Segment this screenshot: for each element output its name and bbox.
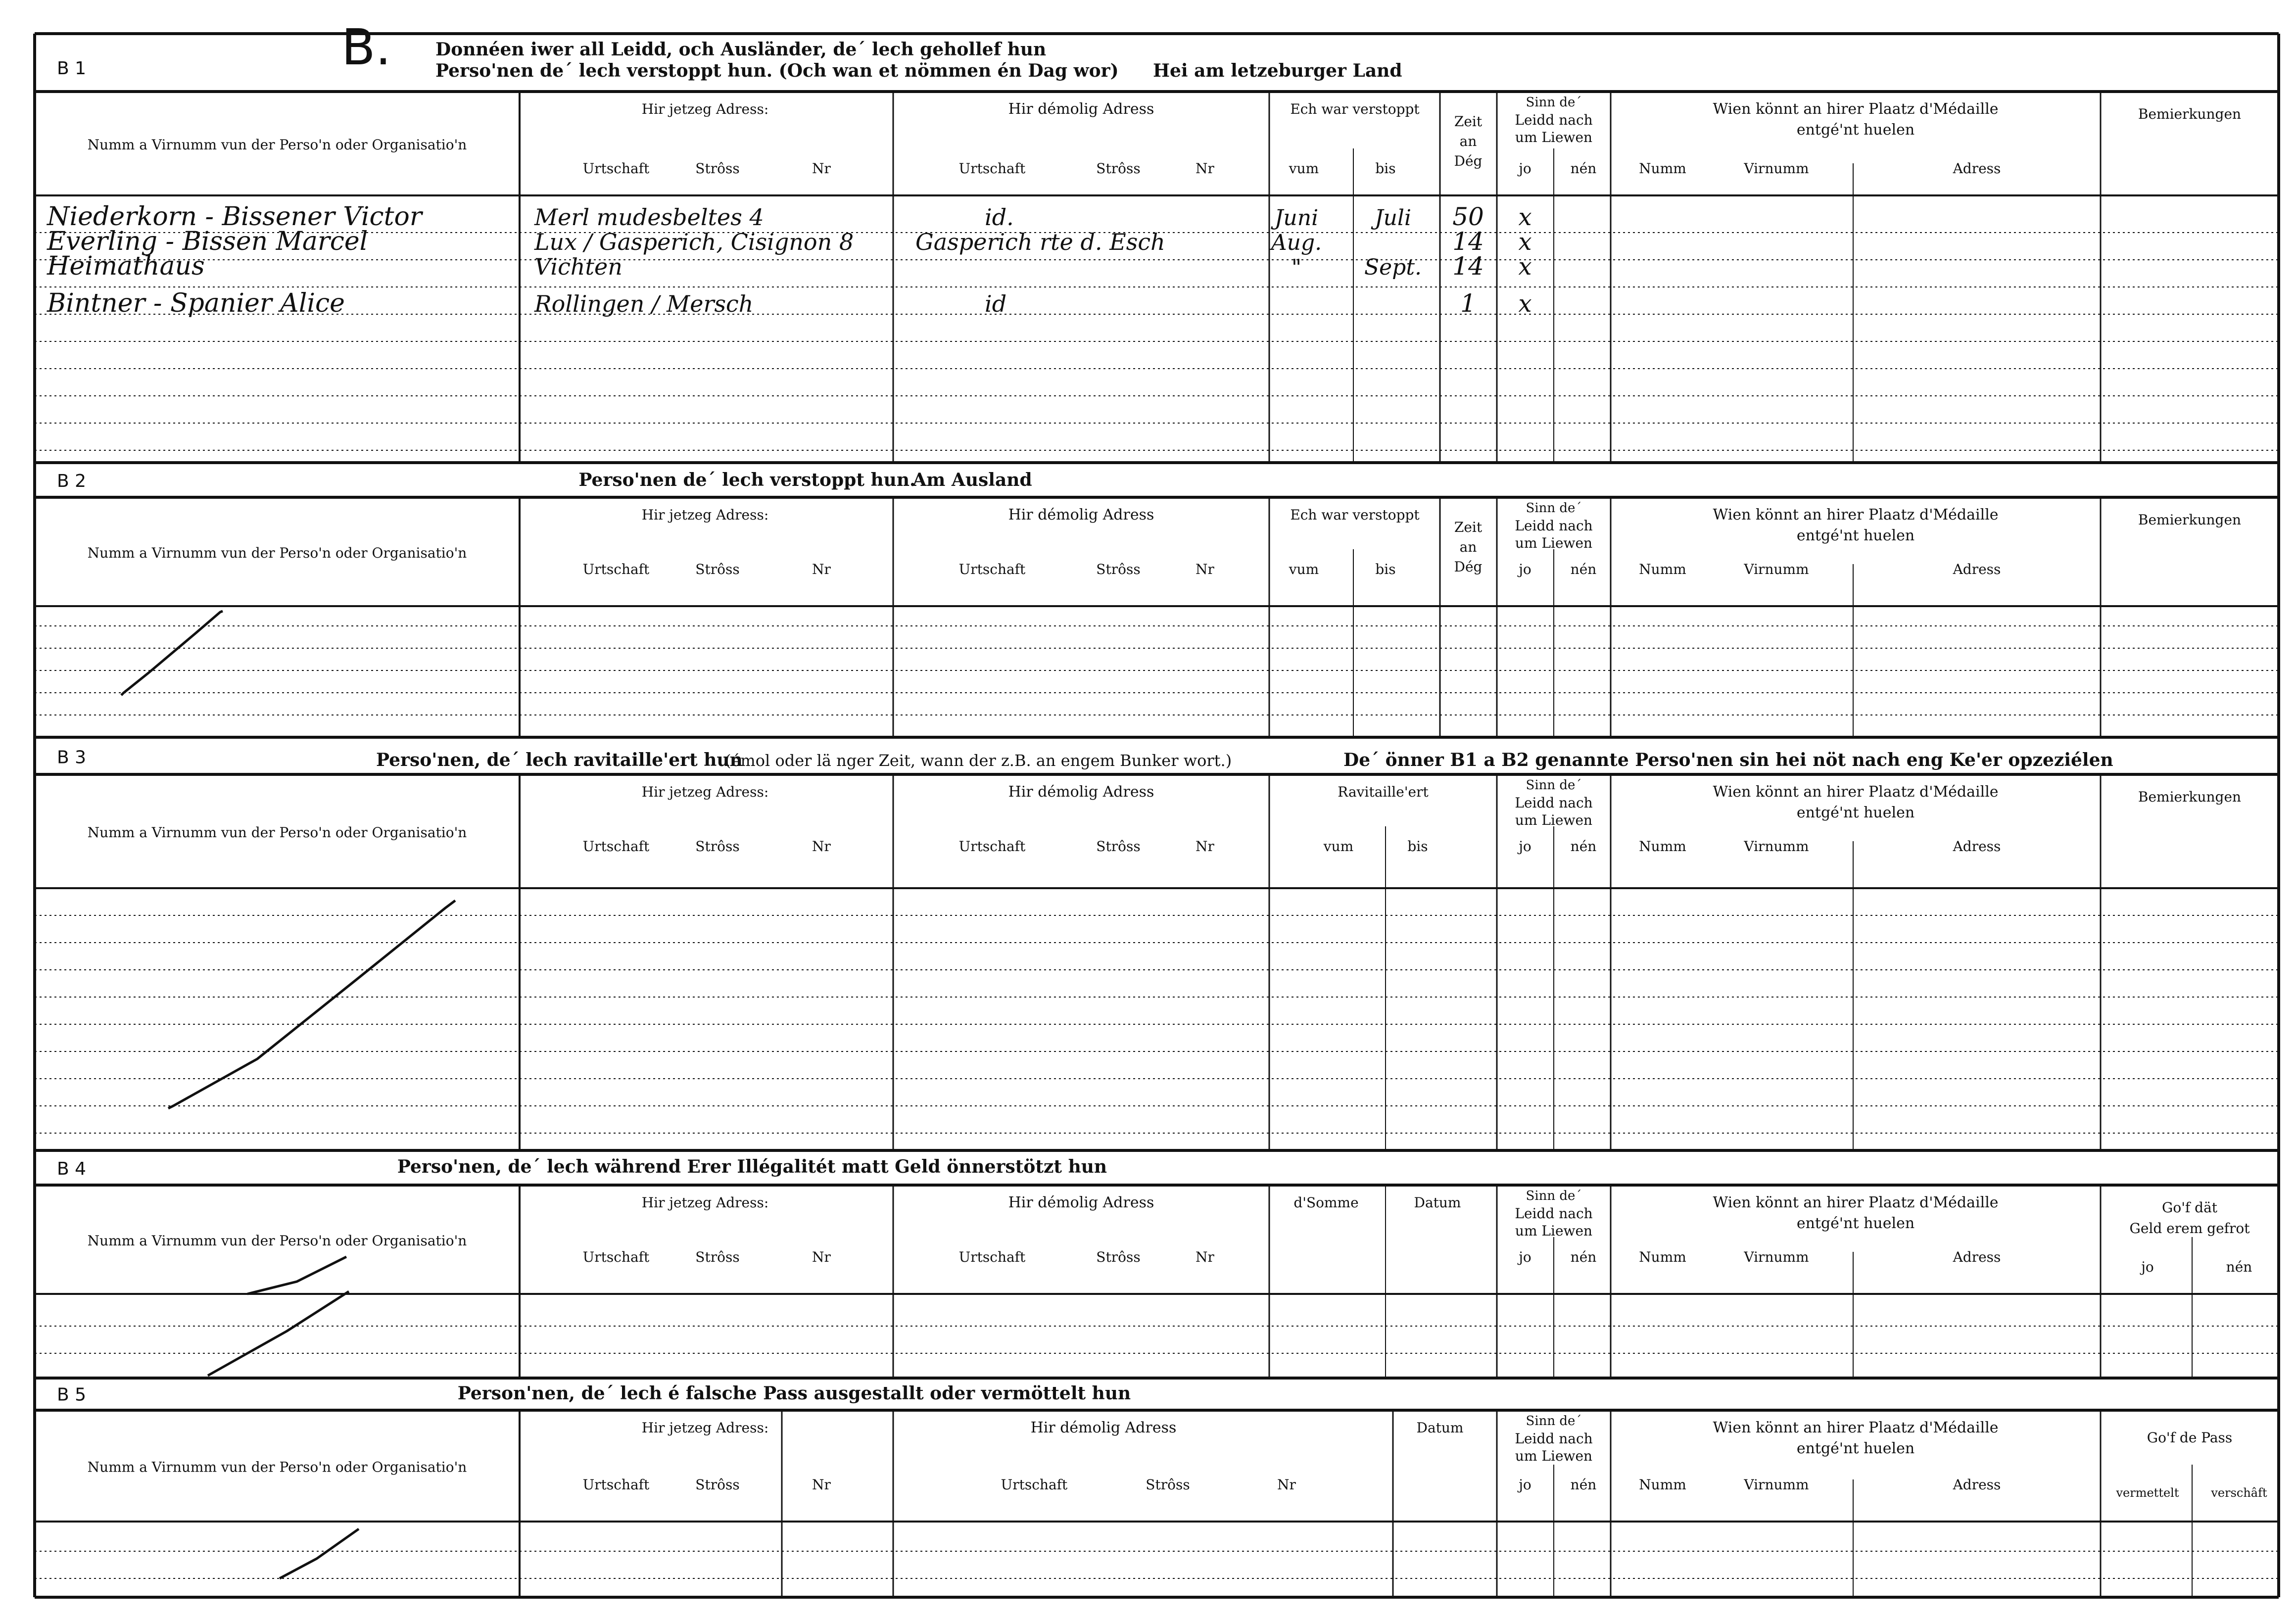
column-current-address: Hir jetzeg Adress: [641,507,769,523]
column-stross: Strôss [1096,1249,1141,1265]
column-medal: Wien könnt an hirer Plaatz d'Médaille [1713,506,1999,524]
column-datum: Datum [1416,1420,1464,1436]
column-remarks: Bemierkungen [2138,789,2242,805]
column-nr: Nr [812,160,831,177]
column-adress: Adress [1953,1476,2001,1493]
column-name-header: Numm a Virnumm vun der Perso'n oder Organisatio'n [87,1233,467,1249]
column-numm: Numm [1639,838,1686,855]
column-urtschaft: Urtschaft [958,1249,1026,1265]
column-jo: jo [1519,1249,1531,1265]
column-virnumm: Virnumm [1744,1249,1809,1265]
column-urtschaft: Urtschaft [958,160,1026,177]
column-name-header: Numm a Virnumm vun der Perso'n oder Organisatio'n [87,137,467,153]
column-bis: bis [1375,160,1396,177]
form-title-line2b: Hei am letzeburger Land [1153,60,1402,81]
section-title: De´ önner B1 a B2 genannte Perso'nen sin hei nöt nach eng Ke'er opzeziélen [1343,750,2113,770]
section-code: B 2 [57,471,87,491]
column-vum: vum [1323,838,1354,855]
column-nr: Nr [1196,561,1214,577]
column-former-address: Hir démolig Adress [1008,506,1154,524]
column-alive: Sinn de´ [1526,1414,1582,1429]
column-zeit: an [1459,539,1477,555]
column-current-address: Hir jetzeg Adress: [641,101,769,117]
column-zeit: Dég [1454,559,1483,575]
column-virnumm: Virnumm [1744,561,1809,577]
column-nr: Nr [1196,838,1214,855]
column-urtschaft: Urtschaft [582,160,650,177]
form-title-line2: Perso'nen de´ lech verstoppt hun. (Och wan et nömmen én Dag wor) [435,60,1119,81]
column-medal: entgé'nt huelen [1796,1440,1915,1457]
column-stross: Strôss [695,1476,740,1493]
column-name-header: Numm a Virnumm vun der Perso'n oder Organisatio'n [87,1459,467,1476]
column-medal: Wien könnt an hirer Plaatz d'Médaille [1713,100,1999,118]
column-somme: d'Somme [1293,1194,1359,1211]
section-title: Perso'nen, de´ lech während Erer Illégalitét matt Geld önnerstötzt hun [397,1156,1107,1177]
column-former-address: Hir démolig Adress [1008,100,1154,118]
column-alive: um Liewen [1515,1223,1593,1239]
column-jo: jo [2141,1259,2154,1275]
column-former-address: Hir démolig Adress [1008,783,1154,801]
strike-line [280,1529,359,1578]
column-hidden: Ech war verstoppt [1290,507,1420,523]
column-verschaft: verschâft [2211,1486,2267,1500]
column-medal: entgé'nt huelen [1796,527,1915,544]
section-title: Person'nen, de´ lech é falsche Pass ausgestallt oder vermöttelt hun [457,1383,1131,1404]
column-alive: Leidd nach [1515,1430,1593,1447]
column-vum: vum [1289,160,1319,177]
form-texts [46,18,2267,1500]
column-urtschaft: Urtschaft [582,838,650,855]
strike-line [168,901,455,1108]
section-code: B 3 [57,747,87,768]
column-virnumm: Virnumm [1744,1476,1809,1493]
column-bis: bis [1375,561,1396,577]
column-stross: Strôss [1146,1476,1190,1493]
column-numm: Numm [1639,160,1686,177]
handwritten-days: 50 [1452,202,1484,231]
column-alive: Sinn de´ [1526,1189,1582,1203]
column-money: Go'f dät [2161,1199,2218,1216]
section-title: Am Ausland [912,470,1032,490]
column-stross: Strôss [695,1249,740,1265]
column-adress: Adress [1953,838,2001,855]
column-virnumm: Virnumm [1744,160,1809,177]
column-bis: bis [1407,838,1428,855]
handwritten-current-address: Lux / Gasperich, Cisignon 8 [534,229,854,255]
column-stross: Strôss [1096,160,1141,177]
column-medal: Wien könnt an hirer Plaatz d'Médaille [1713,1194,1999,1211]
section-code: B 5 [57,1384,87,1405]
column-datum: Datum [1414,1194,1461,1211]
column-vermettelt: vermettelt [2116,1486,2179,1500]
section-code: B 4 [57,1159,87,1179]
column-nen: nén [2226,1259,2252,1275]
column-current-address: Hir jetzeg Adress: [641,1420,769,1436]
handwritten-vum: Juni [1274,205,1319,231]
column-numm: Numm [1639,561,1686,577]
handwritten-former-address: id [985,290,1007,317]
section-title: Perso'nen, de´ lech ravitaille'ert hun [376,750,743,770]
handwritten-days: 1 [1460,289,1476,318]
column-vum: vum [1289,561,1319,577]
column-alive: Leidd nach [1515,795,1593,811]
handwritten-bis: Sept. [1364,255,1422,280]
column-nr: Nr [1277,1476,1296,1493]
handwritten-name: Niederkorn - Bissener Victor [47,202,422,232]
handwritten-alive-mark: x [1518,290,1532,318]
column-alive: Sinn de´ [1526,778,1582,793]
column-medal: entgé'nt huelen [1796,1215,1915,1232]
column-alive: Leidd nach [1515,112,1593,128]
column-stross: Strôss [695,838,740,855]
column-nen: nén [1570,838,1597,855]
handwritten-current-address: Vichten [534,253,622,280]
column-nr: Nr [812,1476,831,1493]
column-zeit: Zeit [1454,113,1483,130]
column-nen: nén [1570,160,1597,177]
column-adress: Adress [1953,1249,2001,1265]
handwritten-name: Heimathaus [47,251,205,281]
handwritten-former-address: id. [985,204,1014,231]
section-title: Perso'nen de´ lech verstoppt hun. [578,470,916,490]
form-letter: B. [341,18,391,76]
handwritten-current-address: Rollingen / Mersch [534,290,754,317]
column-name-header: Numm a Virnumm vun der Perso'n oder Organisatio'n [87,545,467,561]
handwritten-bis: Juli [1374,205,1412,231]
handwritten-alive-mark: x [1518,253,1532,281]
column-zeit: Dég [1454,153,1483,169]
column-adress: Adress [1953,561,2001,577]
column-nen: nén [1570,561,1597,577]
handwritten-vum: Aug. [1271,230,1322,255]
column-nr: Nr [812,838,831,855]
section-title-note: (émol oder lä nger Zeit, wann der z.B. an engem Bunker wort.) [725,751,1232,770]
column-medal: Wien könnt an hirer Plaatz d'Médaille [1713,1419,1999,1436]
section-code: B 1 [57,58,87,79]
column-alive: um Liewen [1515,1448,1593,1464]
column-zeit: an [1459,133,1477,149]
column-jo: jo [1519,1476,1531,1493]
column-alive: um Liewen [1515,535,1593,551]
column-alive: um Liewen [1515,129,1593,145]
column-alive: Sinn de´ [1526,501,1582,516]
column-adress: Adress [1953,160,2001,177]
column-alive: um Liewen [1515,812,1593,828]
column-current-address: Hir jetzeg Adress: [641,1194,769,1211]
strike-line [208,1291,349,1376]
column-current-address: Hir jetzeg Adress: [641,784,769,800]
handwritten-alive-mark: x [1518,203,1532,231]
column-urtschaft: Urtschaft [582,1476,650,1493]
column-medal: Wien könnt an hirer Plaatz d'Médaille [1713,783,1999,801]
column-pass: Go'f de Pass [2147,1429,2233,1446]
form-lines [35,34,2279,1597]
column-stross: Strôss [1096,838,1141,855]
column-jo: jo [1519,160,1531,177]
column-numm: Numm [1639,1249,1686,1265]
handwritten-days: 14 [1452,227,1484,256]
column-urtschaft: Urtschaft [958,561,1026,577]
column-former-address: Hir démolig Adress [1030,1419,1177,1436]
column-stross: Strôss [695,160,740,177]
column-urtschaft: Urtschaft [582,1249,650,1265]
column-medal: entgé'nt huelen [1796,121,1915,139]
column-urtschaft: Urtschaft [582,561,650,577]
handwritten-days: 14 [1452,252,1484,281]
strike-line [247,1257,346,1294]
column-nr: Nr [1196,160,1214,177]
column-nr: Nr [1196,1249,1214,1265]
column-remarks: Bemierkungen [2138,512,2242,528]
column-numm: Numm [1639,1476,1686,1493]
form-title-line1: Donnéen iwer all Leidd, och Ausländer, de´ lech gehollef hun [435,39,1047,60]
column-urtschaft: Urtschaft [958,838,1026,855]
column-alive: Sinn de´ [1526,95,1582,110]
handwritten-alive-mark: x [1518,228,1532,256]
column-urtschaft: Urtschaft [1001,1476,1068,1493]
column-alive: Leidd nach [1515,518,1593,534]
column-nr: Nr [812,1249,831,1265]
column-nr: Nr [812,561,831,577]
column-supplied: Ravitaille'ert [1338,784,1429,800]
column-nen: nén [1570,1249,1597,1265]
column-virnumm: Virnumm [1744,838,1809,855]
handwritten-name: Bintner - Spanier Alice [47,288,345,318]
column-hidden: Ech war verstoppt [1290,101,1420,117]
handwritten-name: Everling - Bissen Marcel [47,227,368,256]
column-name-header: Numm a Virnumm vun der Perso'n oder Organisatio'n [87,824,467,841]
column-alive: Leidd nach [1515,1205,1593,1222]
strike-line [121,611,223,695]
column-stross: Strôss [695,561,740,577]
column-remarks: Bemierkungen [2138,106,2242,122]
handwritten-current-address: Merl mudesbeltes 4 [534,204,764,231]
column-zeit: Zeit [1454,519,1483,535]
column-nen: nén [1570,1476,1597,1493]
column-stross: Strôss [1096,561,1141,577]
column-jo: jo [1519,561,1531,577]
handwritten-vum: " [1291,255,1302,280]
column-money: Geld erem gefrot [2129,1220,2250,1237]
column-medal: entgé'nt huelen [1796,804,1915,821]
column-former-address: Hir démolig Adress [1008,1194,1154,1211]
column-jo: jo [1519,838,1531,855]
handwritten-former-address: Gasperich rte d. Esch [915,229,1165,255]
